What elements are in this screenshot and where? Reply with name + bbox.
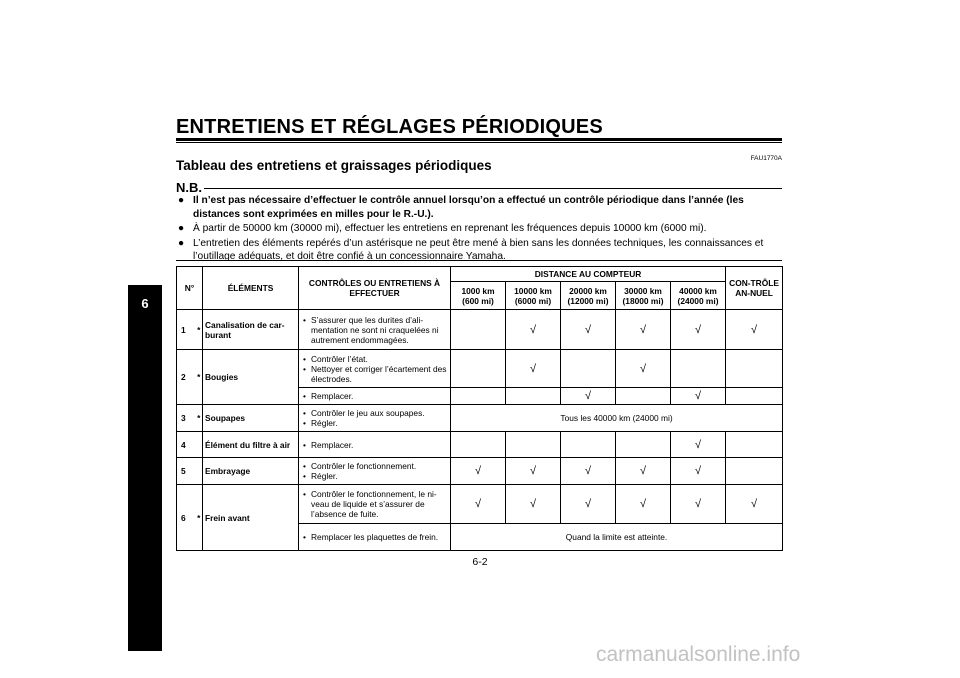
- row-actions: [299, 310, 451, 350]
- nb-rule: [204, 188, 782, 189]
- action-text: Régler.: [311, 418, 338, 428]
- row-number: 5: [177, 458, 196, 485]
- page-number: 6-2: [472, 556, 488, 568]
- check-cell: [561, 350, 616, 388]
- action-bullet: •: [303, 353, 306, 364]
- action-bullet: •: [303, 408, 306, 418]
- reference-code: FAU1770A: [750, 155, 782, 162]
- header-item: ÉLÉMENTS: [203, 267, 299, 310]
- action-text: Contrôler le fonctionnement, le ni-veau de liquide et s’assurer de l’absence de fuite.: [311, 489, 437, 519]
- action-text: Régler.: [311, 471, 338, 481]
- row-item: Canalisation de car-burant: [203, 310, 299, 350]
- check-cell: [671, 350, 726, 388]
- table-row: [177, 350, 783, 388]
- check-cell: [726, 458, 783, 485]
- row-star: *: [196, 350, 203, 405]
- action-item: [303, 391, 448, 401]
- header-distance-10000: [506, 282, 561, 310]
- action-bullet: •: [303, 532, 306, 542]
- row-actions: [299, 485, 451, 524]
- check-cell: √: [506, 485, 561, 524]
- header-distance: DISTANCE AU COMPTEUR: [451, 267, 726, 282]
- action-text: Contrôler le jeu aux soupapes.: [311, 408, 425, 418]
- action-bullet: •: [303, 439, 306, 450]
- maintenance-table: [176, 266, 783, 551]
- header-km: 10000 km: [514, 285, 552, 296]
- header-mi: (12000 mi): [567, 295, 609, 306]
- action-bullet: •: [303, 489, 306, 499]
- action-text: Remplacer.: [311, 391, 354, 401]
- row-number: 3: [177, 405, 196, 432]
- row-actions: [299, 432, 451, 458]
- action-bullet: •: [303, 363, 306, 374]
- row-star: [196, 458, 203, 485]
- check-cell: [451, 432, 506, 458]
- header-distance-1000: [451, 282, 506, 310]
- header-mi: (600 mi): [462, 295, 494, 306]
- chapter-tab: [128, 285, 162, 651]
- check-cell: [561, 432, 616, 458]
- action-text: Contrôler l’état.: [311, 353, 368, 364]
- check-cell: [726, 432, 783, 458]
- header-num: N°: [177, 267, 203, 310]
- check-cell: √: [671, 310, 726, 350]
- table-row: [177, 485, 783, 524]
- check-cell: √: [451, 458, 506, 485]
- header-mi: (18000 mi): [622, 295, 664, 306]
- header-distance-20000: [561, 282, 616, 310]
- bullet-icon: ●: [178, 237, 185, 249]
- action-item: [303, 440, 448, 450]
- nb-note: [176, 222, 782, 236]
- check-cell: [616, 432, 671, 458]
- bullet-icon: ●: [178, 223, 185, 234]
- table-row: [177, 432, 783, 458]
- header-km: 1000 km: [461, 285, 495, 296]
- action-text: Contrôler le fonctionnement.: [311, 461, 417, 471]
- check-cell: √: [506, 458, 561, 485]
- action-item: [303, 315, 448, 345]
- check-cell: [726, 388, 783, 405]
- check-cell: √: [561, 485, 616, 524]
- row-star: *: [196, 485, 203, 551]
- action-text: Remplacer les plaquettes de frein.: [311, 532, 439, 542]
- row-number: 6: [177, 485, 196, 551]
- nb-note-text: Il n’est pas nécessaire d’effectuer le contrôle annuel lorsqu’on a effectué un contrôle périodique dans l’année (les distances sont exprimées en milles pour le R.-U.).: [193, 195, 744, 220]
- check-cell: √: [561, 388, 616, 405]
- header-mi: (6000 mi): [514, 295, 552, 306]
- row-item: Bougies: [203, 350, 299, 405]
- bullet-icon: ●: [178, 195, 185, 206]
- section-title: Tableau des entretiens et graissages périodiques: [176, 158, 492, 173]
- table-row: [177, 405, 783, 432]
- check-cell: √: [561, 310, 616, 350]
- row-actions: [299, 350, 451, 388]
- row-star: *: [196, 310, 203, 350]
- action-text: Nettoyer et corriger l’écartement des électrodes.: [311, 363, 447, 384]
- check-cell: [506, 388, 561, 405]
- row-actions: [299, 458, 451, 485]
- chapter-tab-number: 6: [141, 296, 149, 311]
- check-cell: √: [671, 458, 726, 485]
- nb-note-text: À partir de 50000 km (30000 mi), effectuer les entretiens en reprenant les fréquences depuis 10000 km (6000 mi).: [193, 223, 707, 234]
- check-cell: [451, 310, 506, 350]
- header-km: 30000 km: [624, 285, 662, 296]
- check-cell: √: [671, 432, 726, 458]
- header-distance-30000: [616, 282, 671, 310]
- interval-note: Quand la limite est atteinte.: [451, 524, 783, 551]
- row-item: Frein avant: [203, 485, 299, 551]
- check-cell: √: [616, 485, 671, 524]
- action-bullet: •: [303, 314, 306, 325]
- check-cell: [451, 388, 506, 405]
- header-km: 40000 km: [679, 285, 717, 296]
- row-item: Embrayage: [203, 458, 299, 485]
- action-bullet: •: [303, 461, 306, 471]
- check-cell: √: [506, 350, 561, 388]
- row-star: *: [196, 405, 203, 432]
- check-cell: √: [726, 310, 783, 350]
- row-number: 1: [177, 310, 196, 350]
- nb-notes: [176, 194, 782, 265]
- check-cell: [451, 350, 506, 388]
- heading-rule-thin: [176, 142, 782, 143]
- action-item: [303, 408, 448, 418]
- page-heading: ENTRETIENS ET RÉGLAGES PÉRIODIQUES: [176, 116, 603, 138]
- interval-note: Tous les 40000 km (24000 mi): [451, 405, 783, 432]
- check-cell: √: [451, 485, 506, 524]
- row-number: 4: [177, 432, 196, 458]
- row-item: Soupapes: [203, 405, 299, 432]
- row-star: [196, 432, 203, 458]
- check-cell: √: [616, 350, 671, 388]
- action-item: [303, 364, 448, 384]
- action-item: [303, 532, 448, 542]
- check-cell: √: [671, 485, 726, 524]
- check-cell: √: [561, 458, 616, 485]
- header-km: 20000 km: [569, 285, 607, 296]
- action-item: [303, 471, 448, 481]
- nb-note-text: L’entretien des éléments repérés d’un astérisque ne peut être mené à bien sans les données techniques, les connaissances et l’outillage adéquats, et doit être confié à un concessionnaire Yamaha.: [193, 237, 764, 262]
- check-cell: [506, 432, 561, 458]
- nb-note: [176, 194, 782, 221]
- row-actions: [299, 388, 451, 405]
- action-item: [303, 461, 448, 471]
- table-row: [177, 310, 783, 350]
- row-actions: [299, 524, 451, 551]
- check-cell: [726, 350, 783, 388]
- action-item: [303, 418, 448, 428]
- check-cell: √: [671, 388, 726, 405]
- action-text: Remplacer.: [311, 439, 354, 450]
- header-annual: CON-TRÔLE AN-NUEL: [726, 267, 783, 310]
- action-bullet: •: [303, 391, 306, 401]
- check-cell: √: [616, 458, 671, 485]
- header-mi: (24000 mi): [677, 295, 719, 306]
- notes-rule: [176, 260, 782, 261]
- action-text: S’assurer que les durites d’ali-mentation ne sont ni craquelées ni autrement endommagées.: [311, 314, 439, 345]
- nb-label: N.B.: [176, 180, 202, 195]
- watermark: carmanualsonline.info: [596, 643, 801, 666]
- row-number: 2: [177, 350, 196, 405]
- row-item: Élément du filtre à air: [203, 432, 299, 458]
- heading-rule: [176, 138, 782, 141]
- table-row: [177, 458, 783, 485]
- action-item: [303, 354, 448, 364]
- check-cell: √: [726, 485, 783, 524]
- row-actions: [299, 405, 451, 432]
- action-item: [303, 489, 448, 519]
- action-bullet: •: [303, 418, 306, 428]
- check-cell: √: [506, 310, 561, 350]
- header-distance-40000: [671, 282, 726, 310]
- header-actions: CONTRÔLES OU ENTRETIENS À EFFECTUER: [299, 267, 451, 310]
- check-cell: √: [616, 310, 671, 350]
- check-cell: [616, 388, 671, 405]
- action-bullet: •: [303, 471, 306, 481]
